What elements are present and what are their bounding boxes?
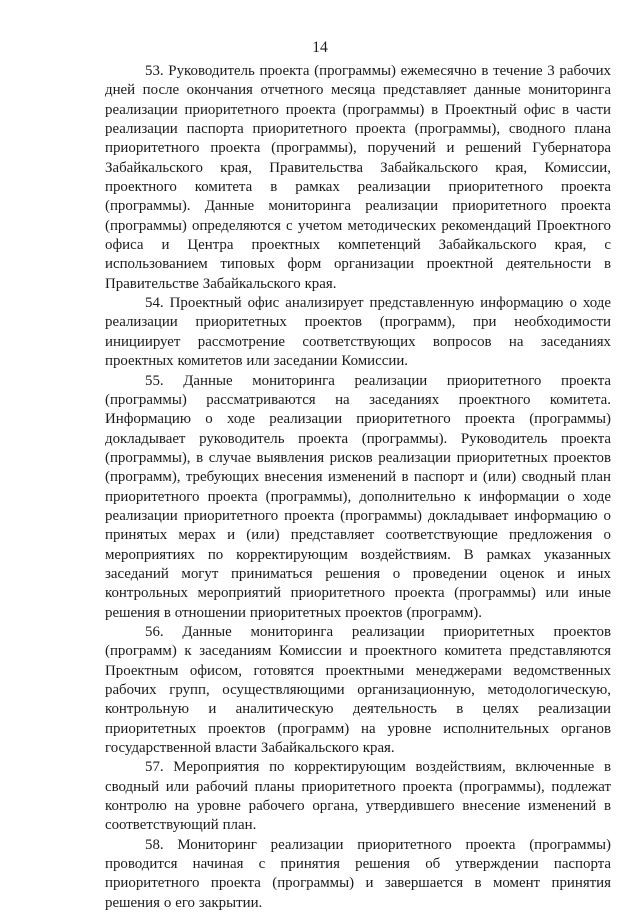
paragraph-56: 56. Данные мониторинга реализации приоритетных проектов (программ) к заседаниям Комиссии и проектного комитета представляются Проектным офисом, готовятся проектными менеджерами ведомственных рабочих групп, осуществляющими организационную, методологическую, контрольную и аналитическую деятельность в целях реализации приоритетных проектов (программ) на уровне исполнительных органов государственной власти Забайкальского края. bbox=[105, 623, 611, 757]
paragraph-54: 54. Проектный офис анализирует представленную информацию о ходе реализации приоритетных проектов (программ), при необходимости инициирует рассмотрение соответствующих вопросов на заседаниях проектных комитетов или заседании Комиссии. bbox=[105, 295, 611, 370]
paragraph-58: 58. Мониторинг реализации приоритетного проекта (программы) проводится начиная с принятия решения об утверждении паспорта приоритетного проекта (программы) и завершается в момент принятия решения о его закрытии. bbox=[105, 836, 611, 911]
paragraph-53: 53. Руководитель проекта (программы) ежемесячно в течение 3 рабочих дней после окончания отчетного месяца представляет данные мониторинга реализации приоритетного проекта (программы) в Проектный офис в части реализации паспорта приоритетного проекта (программы), сводного плана приоритетного проекта (программы), поручений и решений Губернатора Забайкальского края, Правительства Забайкальского края, Комиссии, проектного комитета в рамках реализации приоритетного проекта (программы). Данные мониторинга реализации приоритетного проекта (программы) определяются с учетом методических рекомендаций Проектного офиса и Центра проектных компетенций Забайкальского края, с использованием типовых форм организации проектной деятельности в Правительстве Забайкальского края. bbox=[105, 63, 611, 292]
paragraph-55: 55. Данные мониторинга реализации приоритетного проекта (программы) рассматриваются на заседаниях проектного комитета. Информацию о ходе реализации приоритетного проекта (программы) докладывает руководитель проекта (программы). Руководитель проекта (программы), в случае выявления рисков реализации приоритетных проектов (программ), требующих внесения изменений в паспорт и (или) сводный план приоритетного проекта (программы), дополнительно к информации о ходе реализации приоритетного проекта (программы) докладывает информацию о принятых мерах и (или) представляет соответствующие предложения о мероприятиях по корректирующим воздействиям. В рамках указанных заседаний могут приниматься решения о проведении оценок и иных контрольных мероприятий приоритетного проекта (программы) или иные решения в отношении приоритетных проектов (программ). bbox=[105, 372, 611, 621]
paragraph-57: 57. Мероприятия по корректирующим воздействиям, включенные в сводный или рабочий планы приоритетного проекта (программы), подлежат контролю на уровне рабочего органа, утвердившего внесение изменений в соответствующий план. bbox=[105, 759, 611, 834]
document-body bbox=[105, 62, 611, 913]
page-number: 14 bbox=[312, 39, 328, 56]
